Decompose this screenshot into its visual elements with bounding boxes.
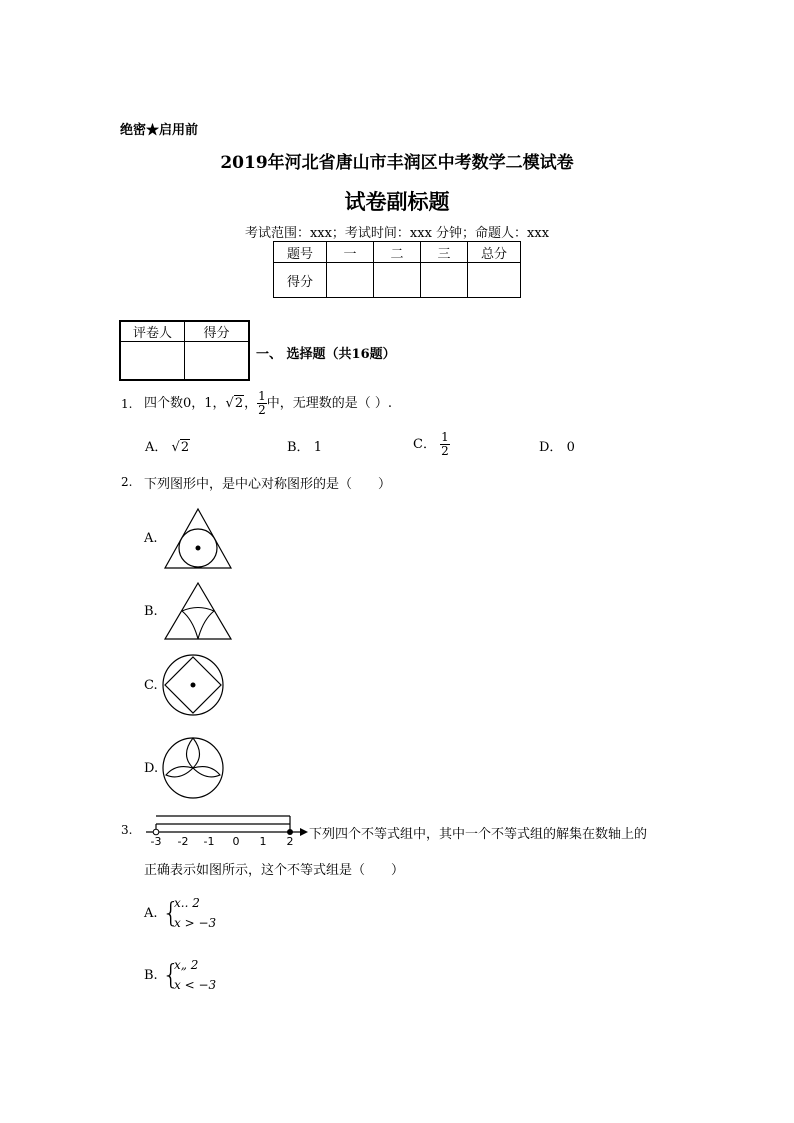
question-1-suffix: 中，无理数的是（ ）. — [266, 396, 393, 411]
question-number: 3. — [121, 823, 133, 837]
question-number: 2. — [121, 475, 133, 489]
tick-label: 0 — [232, 835, 240, 848]
inequality-line: x.. 2 — [174, 896, 200, 910]
option-b-label[interactable]: B. — [144, 968, 158, 983]
grader-header: 得分 — [185, 321, 250, 342]
option-b[interactable]: B． 1 — [287, 440, 322, 455]
tick-label: 1 — [259, 835, 267, 848]
grader-cell — [185, 342, 250, 380]
question-number: 1. — [121, 397, 133, 411]
score-cell — [468, 263, 521, 298]
exam-subtitle: 试卷副标题 — [344, 189, 450, 214]
score-cell — [421, 263, 468, 298]
score-header: 一 — [327, 242, 374, 263]
option-b-label[interactable]: B. — [144, 604, 158, 619]
option-a[interactable]: A． √2 — [145, 440, 190, 455]
triangle-arcs-figure — [162, 580, 234, 642]
question-3-text-line1: 下列四个不等式组中，其中一个不等式组的解集在数轴上的 — [309, 827, 648, 842]
secret-label: 绝密★启用前 — [120, 123, 199, 138]
score-header: 题号 — [274, 242, 327, 263]
score-row-label: 得分 — [274, 263, 327, 298]
section-title: 一、 选择题（共16题） — [256, 347, 396, 362]
fraction: $\frac{1}{2}$ — [441, 430, 449, 458]
fraction: $\frac{1}{2}$ — [258, 389, 266, 417]
triangle-circle-dot-figure — [162, 506, 234, 572]
sqrt-expression: √2 — [225, 396, 244, 411]
question-1-prefix: 四个数0，1， — [144, 396, 226, 411]
option-a-label[interactable]: A. — [144, 531, 158, 546]
sqrt-expression: √2 — [171, 440, 190, 455]
score-header: 总分 — [468, 242, 521, 263]
inequality-line: x„ 2 — [174, 958, 199, 972]
exam-info: 考试范围：xxx；考试时间：xxx 分钟；命题人：xxx — [244, 226, 550, 241]
brace-icon: { — [162, 896, 180, 929]
circle-square-dot-figure — [160, 652, 226, 718]
number-line-figure — [142, 808, 308, 852]
tick-label: -3 — [150, 835, 162, 848]
grader-cell — [120, 342, 185, 380]
inequality-line: x < −3 — [174, 978, 217, 992]
option-a-label[interactable]: A. — [144, 906, 158, 921]
tick-label: -2 — [177, 835, 189, 848]
exam-title: 2019年河北省唐山市丰润区中考数学二模试卷 — [220, 153, 574, 173]
option-d[interactable]: D． 0 — [539, 440, 575, 455]
score-table — [273, 241, 521, 298]
number-line-tick-labels — [151, 835, 294, 848]
inequality-line: x > −3 — [174, 916, 217, 930]
score-header: 二 — [374, 242, 421, 263]
brace-icon: { — [162, 958, 180, 991]
option-c[interactable]: C． $\frac{1}{2}$ — [413, 430, 449, 458]
score-header: 三 — [421, 242, 468, 263]
tick-label: 2 — [286, 835, 294, 848]
option-c-label[interactable]: C. — [144, 678, 158, 693]
option-d-label[interactable]: D. — [144, 761, 159, 776]
circle-petals-figure — [160, 735, 226, 801]
question-2-text: 下列图形中，是中心对称图形的是（ ） — [144, 477, 392, 492]
tick-label: -1 — [203, 835, 215, 848]
grader-table — [119, 320, 250, 381]
score-cell — [374, 263, 421, 298]
question-1-text: 四个数0，1，√2， $\frac{1}{2}$ 中，无理数的是（ ）. — [144, 386, 392, 422]
question-3-text-line2: 正确表示如图所示，这个不等式组是（ ） — [144, 863, 405, 878]
score-cell — [327, 263, 374, 298]
grader-header: 评卷人 — [120, 321, 185, 342]
